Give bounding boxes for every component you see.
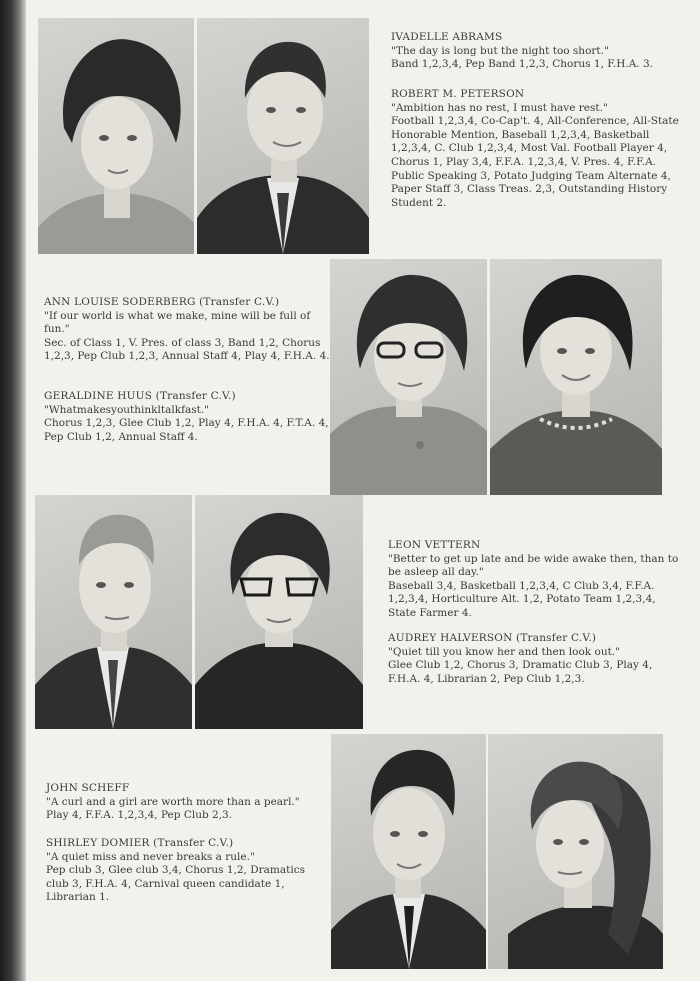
student-name: AUDREY HALVERSON (Transfer C.V.) — [388, 632, 597, 644]
student-activities: Chorus 1,2,3, Glee Club 1,2, Play 4, F.H.A. 4, F.T.A. 4, Pep Club 1,2, Annual Staff 4. — [44, 417, 329, 443]
bio-john-scheff — [46, 782, 332, 823]
bio-leon-vettern — [388, 539, 684, 621]
student-activities: Glee Club 1,2, Chorus 3, Dramatic Club 3, Play 4, F.H.A. 4, Librarian 2, Pep Club 1,2,3. — [388, 659, 653, 685]
bio-geraldine-huus — [44, 390, 330, 444]
student-quote: "Whatmakesyouthinkltalkfast." — [44, 403, 210, 416]
student-name: SHIRLEY DOMIER (Transfer C.V.) — [46, 837, 234, 849]
student-activities: Band 1,2,3,4, Pep Band 1,2,3, Chorus 1, F.H.A. 3. — [391, 58, 654, 71]
page-binding-shadow — [0, 0, 26, 981]
student-activities: Baseball 3,4, Basketball 1,2,3,4, C Club 3,4, F.F.A. 1,2,3,4, Horticulture Alt. 1,2, Potato Team 1,2,3,4, State Farmer 4. — [388, 579, 656, 619]
bio-robert-peterson — [391, 88, 683, 210]
portrait-shirley-domier — [488, 734, 663, 969]
student-activities: Play 4, F.F.A. 1,2,3,4, Pep Club 2,3. — [46, 809, 233, 822]
student-activities: Pep club 3, Glee club 3,4, Chorus 1,2, Dramatics club 3, F.H.A. 4, Carnival queen candidate 1, Librarian 1. — [46, 864, 305, 904]
bio-ivadelle-abrams — [391, 31, 681, 72]
portrait-audrey-halverson — [195, 495, 363, 729]
student-activities: Sec. of Class 1, V. Pres. of class 3, Band 1,2, Chorus 1,2,3, Pep Club 1,2,3, Annual Staff 4, Play 4, F.H.A. 4. — [44, 336, 330, 363]
student-quote: "Better to get up late and be wide awake then, than to be asleep all day." — [388, 552, 679, 579]
student-quote: "A curl and a girl are worth more than a pearl." — [46, 795, 300, 808]
bio-audrey-halverson — [388, 632, 684, 686]
portrait-ivadelle-abrams — [38, 18, 194, 254]
student-activities: Football 1,2,3,4, Co-Cap't. 4, All-Conference, All-State Honorable Mention, Baseball 1,2,3,4, Basketball 1,2,3,4, C. Club 1,2,3,4, Most Val. Football Player 4, Chorus 1, Play 3,4, F.F.A. 1,2,3,4, V. Pres. 4, F.F.A. Public Speaking 3, Potato Judging Team Alternate 4, Paper Staff 3, Class Treas. 2,3, Outstanding History Student 2. — [391, 115, 679, 209]
student-name: JOHN SCHEFF — [46, 782, 130, 794]
student-name: ROBERT M. PETERSON — [391, 88, 525, 100]
student-quote: "Quiet till you know her and then look out." — [388, 645, 620, 658]
student-quote: "Ambition has no rest, I must have rest." — [391, 101, 608, 114]
student-name: GERALDINE HUUS (Transfer C.V.) — [44, 390, 236, 402]
student-quote: "A quiet miss and never breaks a rule." — [46, 850, 255, 863]
student-name: ANN LOUISE SODERBERG (Transfer C.V.) — [44, 296, 280, 308]
student-quote: "If our world is what we make, mine will be full of fun." — [44, 309, 311, 336]
portrait-john-scheff — [331, 734, 486, 969]
bio-ann-soderberg — [44, 296, 330, 364]
portrait-robert-peterson — [197, 18, 369, 254]
student-quote: "The day is long but the night too short." — [391, 44, 609, 57]
portrait-ann-soderberg — [330, 259, 487, 495]
portrait-leon-vettern — [35, 495, 192, 729]
portrait-geraldine-huus — [490, 259, 662, 495]
student-name: IVADELLE ABRAMS — [391, 31, 503, 43]
bio-shirley-domier — [46, 837, 316, 905]
student-name: LEON VETTERN — [388, 539, 481, 551]
